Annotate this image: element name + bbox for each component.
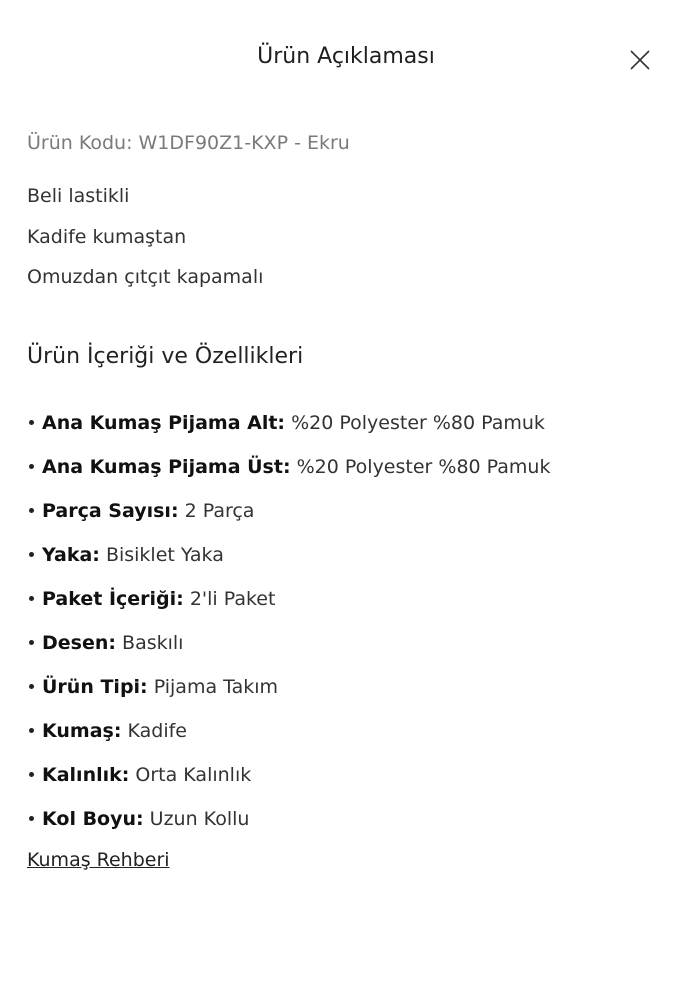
feature-value: Bisiklet Yaka — [105, 544, 224, 566]
feature-label: Kol Boyu: — [42, 808, 144, 830]
feature-label: Desen: — [42, 632, 116, 654]
modal-title: Ürün Açıklaması — [257, 44, 435, 69]
close-button[interactable] — [628, 48, 652, 72]
feature-item — [27, 673, 550, 717]
feature-item — [27, 805, 550, 849]
bullet-icon — [29, 728, 34, 733]
feature-item — [27, 409, 550, 453]
description-line: Omuzdan çıtçıt kapamalı — [27, 266, 264, 288]
feature-value: 2'li Paket — [189, 588, 276, 610]
description-line: Kadife kumaştan — [27, 225, 187, 248]
feature-value: %20 Polyester %80 Pamuk — [296, 456, 551, 478]
feature-label: Ürün Tipi: — [42, 676, 148, 698]
bullet-icon — [29, 640, 34, 645]
fabric-guide-link[interactable]: Kumaş Rehberi — [27, 849, 170, 871]
feature-value: Baskılı — [122, 632, 184, 654]
features-heading: Ürün İçeriği ve Özellikleri — [27, 344, 304, 369]
feature-item — [27, 541, 550, 585]
bullet-icon — [29, 508, 34, 513]
description-line: Beli lastikli — [27, 185, 130, 207]
feature-label: Yaka: — [42, 544, 100, 566]
feature-item — [27, 453, 550, 497]
features-list — [27, 409, 550, 849]
feature-label: Kumaş: — [42, 720, 122, 742]
feature-item — [27, 585, 550, 629]
feature-value: Orta Kalınlık — [135, 764, 252, 786]
feature-label: Parça Sayısı: — [42, 500, 179, 522]
bullet-icon — [29, 464, 34, 469]
feature-value: Kadife — [127, 720, 187, 742]
feature-item — [27, 629, 550, 673]
feature-label: Ana Kumaş Pijama Alt: — [42, 412, 286, 434]
feature-value: %20 Polyester %80 Pamuk — [291, 412, 545, 434]
feature-value: Uzun Kollu — [149, 808, 250, 830]
feature-label: Paket İçeriği: — [42, 588, 184, 610]
product-code: Ürün Kodu: W1DF90Z1-KXP - Ekru — [27, 132, 350, 154]
feature-label: Ana Kumaş Pijama Üst: — [42, 456, 291, 478]
bullet-icon — [29, 552, 34, 557]
feature-label: Kalınlık: — [42, 764, 130, 786]
feature-item — [27, 497, 550, 541]
bullet-icon — [29, 772, 34, 777]
bullet-icon — [29, 816, 34, 821]
bullet-icon — [29, 420, 34, 425]
feature-item — [27, 761, 550, 805]
feature-item — [27, 717, 550, 761]
feature-value: Pijama Takım — [153, 676, 279, 698]
feature-value: 2 Parça — [184, 500, 255, 522]
product-description — [27, 183, 263, 305]
bullet-icon — [29, 596, 34, 601]
bullet-icon — [29, 684, 34, 689]
close-icon — [628, 48, 652, 72]
